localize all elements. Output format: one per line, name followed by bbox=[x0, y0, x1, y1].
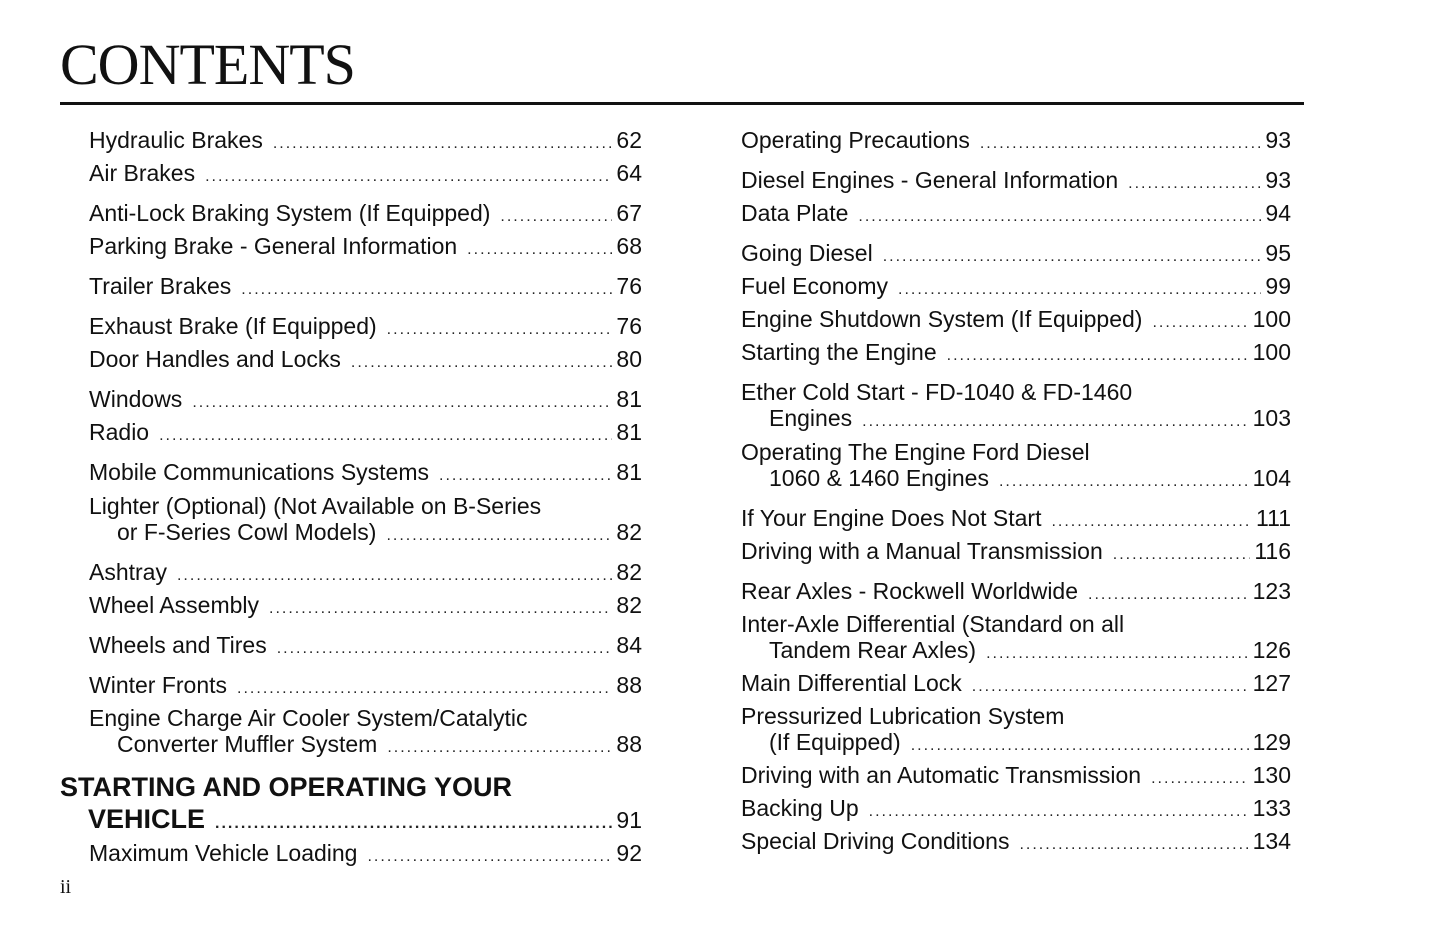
toc-entry-title: Winter Fronts bbox=[89, 672, 228, 698]
toc-entry-maximum-vehicle-loading[interactable] bbox=[89, 840, 642, 870]
dot-leader bbox=[1051, 509, 1252, 535]
toc-page-number: 100 bbox=[1252, 306, 1291, 332]
toc-entry-title: Rear Axles - Rockwell Worldwide bbox=[741, 578, 1079, 604]
dot-leader bbox=[869, 799, 1249, 825]
toc-page-number: 67 bbox=[616, 200, 642, 226]
toc-entry-title: Main Differential Lock bbox=[741, 670, 962, 696]
dot-leader bbox=[205, 164, 612, 190]
toc-page-number: 93 bbox=[1265, 127, 1291, 153]
toc-page-number: 104 bbox=[1252, 465, 1291, 491]
dot-leader bbox=[999, 469, 1249, 495]
toc-entry-title: Diesel Engines - General Information bbox=[741, 167, 1119, 193]
dot-leader bbox=[980, 131, 1262, 157]
toc-entry-driving-with-a-manual-transmission[interactable] bbox=[741, 538, 1291, 568]
toc-page-number: 127 bbox=[1252, 670, 1291, 696]
toc-entry-title: Special Driving Conditions bbox=[741, 828, 1010, 854]
toc-entry-title: Door Handles and Locks bbox=[89, 346, 341, 372]
toc-page-number: 84 bbox=[616, 632, 642, 658]
dot-leader bbox=[269, 596, 612, 622]
dot-leader bbox=[273, 131, 613, 157]
toc-entry-title: Mobile Communications Systems bbox=[89, 459, 430, 485]
toc-entry-title: Driving with an Automatic Transmission bbox=[741, 762, 1142, 788]
toc-entry-title: Ashtray bbox=[89, 559, 167, 585]
dot-leader bbox=[237, 676, 612, 702]
toc-entry-door-handles-and-locks[interactable] bbox=[89, 346, 642, 376]
toc-entry-lighter-optional-not-available-on-b-seri[interactable] bbox=[89, 493, 642, 549]
toc-entry-pressurized-lubrication-system[interactable] bbox=[741, 703, 1291, 759]
toc-entry-title: Starting the Engine bbox=[741, 339, 937, 365]
toc-page-number: 82 bbox=[616, 559, 642, 585]
toc-page-number: 81 bbox=[616, 419, 642, 445]
toc-page-number: 100 bbox=[1252, 339, 1291, 365]
toc-page-number: 130 bbox=[1252, 762, 1291, 788]
toc-entry-title: Air Brakes bbox=[89, 160, 196, 186]
toc-page-number: 91 bbox=[616, 807, 642, 833]
toc-entry-title: or F-Series Cowl Models) bbox=[117, 519, 377, 545]
toc-entry-parking-brake-general-information[interactable] bbox=[89, 233, 642, 263]
toc-entry-title: Wheel Assembly bbox=[89, 592, 260, 618]
toc-entry-starting-the-engine[interactable] bbox=[741, 339, 1291, 369]
toc-entry-title: Operating The Engine Ford Diesel bbox=[741, 439, 1090, 465]
toc-page-number: 95 bbox=[1265, 240, 1291, 266]
toc-page-number: 133 bbox=[1252, 795, 1291, 821]
dot-leader bbox=[911, 733, 1249, 759]
toc-entry-title: (If Equipped) bbox=[769, 729, 901, 755]
dot-leader bbox=[947, 343, 1249, 369]
toc-entry-title: Operating Precautions bbox=[741, 127, 970, 153]
toc-entry-title: Fuel Economy bbox=[741, 273, 889, 299]
toc-entry-title: STARTING AND OPERATING YOUR bbox=[60, 772, 513, 802]
toc-entry-radio[interactable] bbox=[89, 419, 642, 449]
toc-page-number: 123 bbox=[1252, 578, 1291, 604]
toc-page-number: 88 bbox=[616, 672, 642, 698]
toc-entry-driving-with-an-automatic-transmission[interactable] bbox=[741, 762, 1291, 792]
toc-entry-title: Tandem Rear Axles) bbox=[769, 637, 977, 663]
dot-leader bbox=[177, 563, 612, 589]
dot-leader bbox=[1088, 582, 1249, 608]
toc-page-number: 80 bbox=[616, 346, 642, 372]
toc-page-number: 81 bbox=[616, 459, 642, 485]
toc-entry-windows[interactable] bbox=[89, 386, 642, 416]
toc-entry-backing-up[interactable] bbox=[741, 795, 1291, 825]
toc-entry-title: Exhaust Brake (If Equipped) bbox=[89, 313, 377, 339]
dot-leader bbox=[1019, 832, 1248, 858]
toc-entry-exhaust-brake-if-equipped[interactable] bbox=[89, 313, 642, 343]
page-folio: ii bbox=[60, 876, 72, 898]
dot-leader bbox=[386, 523, 612, 549]
dot-leader bbox=[387, 735, 612, 761]
dot-leader bbox=[986, 641, 1249, 667]
toc-page-number: 126 bbox=[1252, 637, 1291, 663]
toc-entry-ether-cold-start-fd-1040-fd-1460[interactable] bbox=[741, 379, 1291, 435]
toc-page-number: 76 bbox=[616, 273, 642, 299]
toc-page-number: 68 bbox=[616, 233, 642, 259]
toc-entry-title: Wheels and Tires bbox=[89, 632, 267, 658]
toc-entry-title: Engine Shutdown System (If Equipped) bbox=[741, 306, 1143, 332]
toc-entry-title: If Your Engine Does Not Start bbox=[741, 505, 1042, 531]
dot-leader bbox=[215, 808, 612, 840]
toc-page-number: 81 bbox=[616, 386, 642, 412]
page-title: CONTENTS bbox=[60, 32, 355, 97]
dot-leader bbox=[241, 277, 612, 303]
toc-entry-if-your-engine-does-not-start[interactable] bbox=[741, 505, 1291, 535]
dot-leader bbox=[898, 277, 1261, 303]
title-rule bbox=[60, 102, 1304, 105]
dot-leader bbox=[858, 204, 1261, 230]
toc-page-number: 134 bbox=[1252, 828, 1291, 854]
dot-leader bbox=[862, 409, 1249, 435]
dot-leader bbox=[439, 463, 612, 489]
toc-entry-title: Lighter (Optional) (Not Available on B-Series bbox=[89, 493, 542, 519]
toc-entry-wheel-assembly[interactable] bbox=[89, 592, 642, 622]
toc-entry-operating-precautions[interactable] bbox=[741, 127, 1291, 157]
toc-page-number: 64 bbox=[616, 160, 642, 186]
toc-entry-title: Converter Muffler System bbox=[117, 731, 378, 757]
toc-entry-rear-axles-rockwell-worldwide[interactable] bbox=[741, 578, 1291, 608]
toc-entry-engine-shutdown-system-if-equipped[interactable] bbox=[741, 306, 1291, 336]
toc-entry-diesel-engines-general-information[interactable] bbox=[741, 167, 1291, 197]
toc-entry-title: Pressurized Lubrication System bbox=[741, 703, 1065, 729]
dot-leader bbox=[883, 244, 1262, 270]
dot-leader bbox=[1152, 310, 1248, 336]
toc-entry-title: Engines bbox=[769, 405, 853, 431]
toc-entry-ashtray[interactable] bbox=[89, 559, 642, 589]
toc-page-number: 111 bbox=[1256, 505, 1291, 531]
dot-leader bbox=[367, 844, 612, 870]
toc-entry-title: Driving with a Manual Transmission bbox=[741, 538, 1103, 564]
toc-entry-title: Ether Cold Start - FD-1040 & FD-1460 bbox=[741, 379, 1133, 405]
toc-entry-title: Data Plate bbox=[741, 200, 849, 226]
toc-page-number: 103 bbox=[1252, 405, 1291, 431]
dot-leader bbox=[277, 636, 613, 662]
toc-entry-title: Anti-Lock Braking System (If Equipped) bbox=[89, 200, 491, 226]
toc-entry-title: Windows bbox=[89, 386, 183, 412]
toc-entry-title: Inter-Axle Differential (Standard on all bbox=[741, 611, 1125, 637]
toc-page-number: 99 bbox=[1265, 273, 1291, 299]
dot-leader bbox=[159, 423, 612, 449]
toc-page-number: 88 bbox=[616, 731, 642, 757]
dot-leader bbox=[500, 204, 612, 230]
toc-entry-special-driving-conditions[interactable] bbox=[741, 828, 1291, 858]
toc-entry-title: VEHICLE bbox=[88, 804, 206, 834]
dot-leader bbox=[1128, 171, 1261, 197]
toc-entry-anti-lock-braking-system-if-equipped[interactable] bbox=[89, 200, 642, 230]
toc-entry-winter-fronts[interactable] bbox=[89, 672, 642, 702]
toc-entry-engine-charge-air-cooler-system-catalyti[interactable] bbox=[89, 705, 642, 761]
dot-leader bbox=[972, 674, 1249, 700]
toc-section-heading-starting-and-operating-your[interactable] bbox=[60, 771, 642, 840]
toc-entry-operating-the-engine-ford-diesel[interactable] bbox=[741, 439, 1291, 495]
toc-page-number: 82 bbox=[616, 519, 642, 545]
toc-page-number: 93 bbox=[1265, 167, 1291, 193]
toc-entry-title: Going Diesel bbox=[741, 240, 873, 266]
dot-leader bbox=[387, 317, 613, 343]
toc-page-number: 76 bbox=[616, 313, 642, 339]
toc-entry-data-plate[interactable] bbox=[741, 200, 1291, 230]
dot-leader bbox=[1151, 766, 1249, 792]
toc-entry-wheels-and-tires[interactable] bbox=[89, 632, 642, 662]
toc-page-number: 62 bbox=[616, 127, 642, 153]
toc-entry-trailer-brakes[interactable] bbox=[89, 273, 642, 303]
toc-entry-title: Parking Brake - General Information bbox=[89, 233, 458, 259]
dot-leader bbox=[351, 350, 613, 376]
toc-entry-title: Engine Charge Air Cooler System/Catalytic bbox=[89, 705, 528, 731]
toc-entry-title: Backing Up bbox=[741, 795, 859, 821]
toc-entry-title: Hydraulic Brakes bbox=[89, 127, 263, 153]
toc-entry-title: 1060 & 1460 Engines bbox=[769, 465, 989, 491]
toc-entry-mobile-communications-systems[interactable] bbox=[89, 459, 642, 489]
toc-entry-inter-axle-differential-standard-on-all[interactable] bbox=[741, 611, 1291, 667]
toc-entry-main-differential-lock[interactable] bbox=[741, 670, 1291, 700]
dot-leader bbox=[192, 390, 612, 416]
toc-page-number: 92 bbox=[616, 840, 642, 866]
toc-page-number: 116 bbox=[1254, 538, 1291, 564]
toc-entry-title: Maximum Vehicle Loading bbox=[89, 840, 358, 866]
dot-leader bbox=[1113, 542, 1251, 568]
toc-entry-air-brakes[interactable] bbox=[89, 160, 642, 190]
dot-leader bbox=[467, 237, 612, 263]
toc-entry-going-diesel[interactable] bbox=[741, 240, 1291, 270]
toc-entry-title: Trailer Brakes bbox=[89, 273, 232, 299]
toc-page-number: 82 bbox=[616, 592, 642, 618]
toc-page-number: 94 bbox=[1265, 200, 1291, 226]
toc-entry-fuel-economy[interactable] bbox=[741, 273, 1291, 303]
toc-entry-title: Radio bbox=[89, 419, 150, 445]
toc-entry-hydraulic-brakes[interactable] bbox=[89, 127, 642, 157]
toc-page-number: 129 bbox=[1252, 729, 1291, 755]
